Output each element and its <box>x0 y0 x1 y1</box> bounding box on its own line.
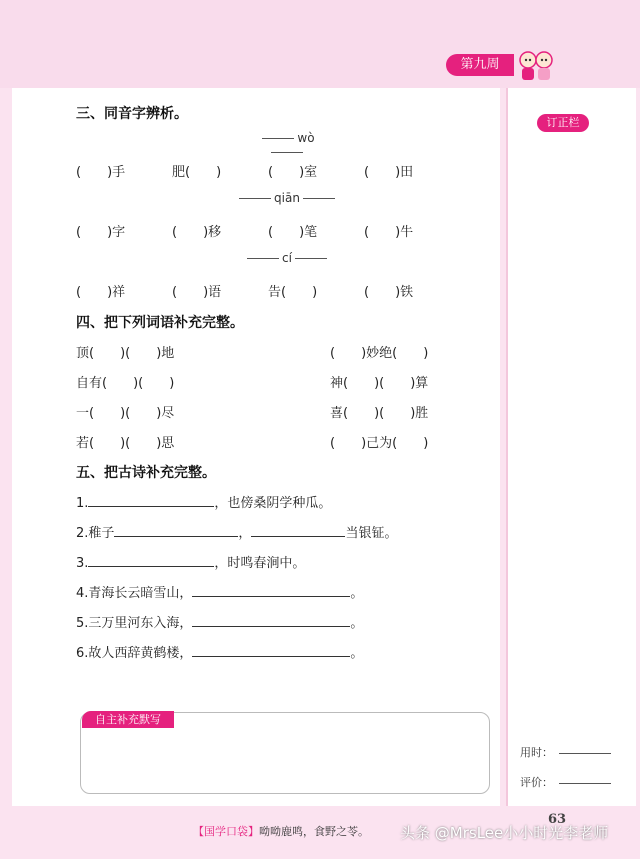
week-badge: 第九周 <box>446 54 514 76</box>
page-number: 63 <box>548 812 567 827</box>
watermark: 头条 @MrsLee小小时光李老师 <box>400 824 609 842</box>
poem-line: 4.青海长云暗雪山， 。 <box>76 586 364 601</box>
answer-blank[interactable] <box>251 524 345 537</box>
poem-line: 3. ，时鸣春涧中。 <box>76 556 306 571</box>
homophone-item: ( )字 <box>76 225 126 240</box>
homophone-item: ( )笔 <box>268 225 318 240</box>
poem-line: 2.稚子 ， 当银钲。 <box>76 526 398 541</box>
time-used: 用时： <box>520 744 611 760</box>
homophone-item: 告( ) <box>268 285 318 300</box>
idiom-item: 自有( )( ) <box>76 376 175 391</box>
section3-title: 三、同音字辨析。 <box>76 106 188 122</box>
idiom-item: 若( )( )思 <box>76 436 175 451</box>
pinyin-header: qiān <box>234 191 340 205</box>
correction-label: 订正栏 <box>537 114 589 132</box>
homophone-item: ( )田 <box>364 165 414 180</box>
answer-blank[interactable] <box>192 614 350 627</box>
homophone-item: ( )移 <box>172 225 222 240</box>
poem-line: 6.故人西辞黄鹤楼， 。 <box>76 646 364 661</box>
homophone-item: ( )手 <box>76 165 126 180</box>
answer-blank[interactable] <box>88 494 214 507</box>
idiom-item: ( )己为( ) <box>330 436 429 451</box>
homophone-item: ( )语 <box>172 285 222 300</box>
idiom-item: ( )妙绝( ) <box>330 346 429 361</box>
idiom-item: 喜( )( )胜 <box>330 406 429 421</box>
pinyin-header: cí <box>242 251 332 265</box>
homophone-item: ( )室 <box>268 165 318 180</box>
homophone-item: ( )牛 <box>364 225 414 240</box>
homophone-item: 肥( ) <box>172 165 222 180</box>
pinyin-header: wò <box>242 131 332 159</box>
answer-blank[interactable] <box>192 644 350 657</box>
answer-blank[interactable] <box>114 524 238 537</box>
mascot-icon <box>516 48 556 82</box>
answer-blank[interactable] <box>192 584 350 597</box>
answer-blank[interactable] <box>88 554 214 567</box>
poem-line: 1. ，也傍桑阴学种瓜。 <box>76 496 332 511</box>
section5-title: 五、把古诗补充完整。 <box>76 465 216 481</box>
idiom-item: 顶( )( )地 <box>76 346 175 361</box>
self-dictation-label: 自主补充默写 <box>82 711 174 728</box>
rating: 评价： <box>520 774 611 790</box>
idiom-item: 一( )( )尽 <box>76 406 175 421</box>
correction-column <box>506 88 636 806</box>
time-blank[interactable] <box>559 753 611 754</box>
idiom-item: 神( )( )算 <box>330 376 429 391</box>
poem-line: 5.三万里河东入海， 。 <box>76 616 364 631</box>
homophone-item: ( )祥 <box>76 285 126 300</box>
footer-quote: 【国学口袋】呦呦鹿鸣，食野之苓。 <box>193 825 369 838</box>
section4-title: 四、把下列词语补充完整。 <box>76 315 244 331</box>
homophone-item: ( )铁 <box>364 285 414 300</box>
rating-blank[interactable] <box>559 783 611 784</box>
